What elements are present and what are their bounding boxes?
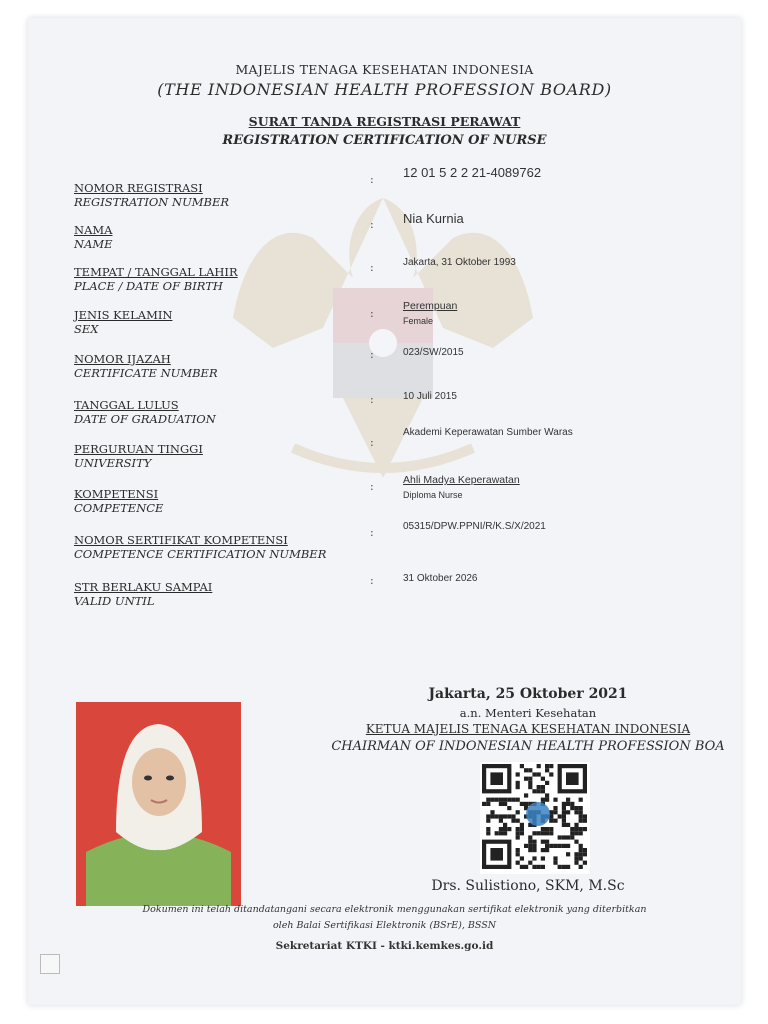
- document-title: SURAT TANDA REGISTRASI PERAWAT: [248, 114, 521, 129]
- field-label-en: VALID UNTIL: [74, 594, 155, 608]
- e-sign-note-1: Dokumen ini telah ditandatangani secara elektronik menggunakan sertifikat elektronik yang diterbitkan: [142, 904, 647, 915]
- field-label-block: [74, 308, 172, 336]
- field-label: PERGURUAN TINGGI: [74, 442, 203, 456]
- field-label-block: [74, 181, 229, 209]
- field-value-block: [403, 516, 546, 534]
- field-separator: :: [370, 348, 374, 361]
- document-title-en: REGISTRATION CERTIFICATION OF NURSE: [222, 133, 547, 148]
- field-value: Ahli Madya Keperawatan: [403, 474, 520, 486]
- field-separator: :: [370, 480, 374, 493]
- signer-office: KETUA MAJELIS TENAGA KESEHATAN INDONESIA: [365, 722, 691, 736]
- field-label-en: DATE OF GRADUATION: [74, 412, 216, 426]
- field-value: 023/SW/2015: [403, 347, 464, 358]
- field-value-block: [403, 252, 516, 270]
- field-label-en: REGISTRATION NUMBER: [74, 195, 230, 209]
- field-label: NOMOR REGISTRASI: [74, 181, 203, 195]
- field-label-en: UNIVERSITY: [74, 456, 152, 470]
- field-value-en: Female: [403, 316, 434, 326]
- field-label-block: [74, 533, 326, 561]
- field-label-block: [74, 265, 238, 293]
- field-label: TANGGAL LULUS: [74, 398, 179, 412]
- field-separator: :: [370, 526, 374, 539]
- garuda-emblem-watermark: [203, 178, 563, 508]
- secretariat-footer: Sekretariat KTKI - ktki.kemkes.go.id: [275, 940, 494, 952]
- field-value: 05315/DPW.PPNI/R/K.S/X/2021: [403, 521, 546, 532]
- field-separator: :: [370, 173, 374, 186]
- field-label-block: [74, 580, 212, 608]
- field-label: TEMPAT / TANGGAL LAHIR: [74, 265, 238, 279]
- field-value-block: [403, 164, 541, 182]
- field-value-en: Diploma Nurse: [403, 490, 463, 500]
- field-separator: :: [370, 574, 374, 587]
- holder-photo: [76, 702, 241, 906]
- field-value: 12 01 5 2 2 21-4089762: [403, 165, 542, 180]
- field-separator: :: [370, 436, 374, 449]
- field-value-block: [403, 296, 457, 326]
- field-value-block: [403, 422, 573, 440]
- field-label: JENIS KELAMIN: [74, 308, 173, 322]
- field-label-en: COMPETENCE: [74, 501, 164, 515]
- field-label-block: [74, 487, 163, 515]
- field-label-en: CERTIFICATE NUMBER: [74, 366, 218, 380]
- field-value-block: [403, 342, 464, 360]
- field-separator: :: [370, 393, 374, 406]
- field-label: NOMOR SERTIFIKAT KOMPETENSI: [74, 533, 288, 547]
- field-label-block: [74, 223, 113, 251]
- field-value-block: [403, 470, 520, 500]
- on-behalf-text: a.n. Menteri Kesehatan: [459, 706, 597, 720]
- field-label: NOMOR IJAZAH: [74, 352, 171, 366]
- field-label-block: [74, 352, 218, 380]
- field-label: KOMPETENSI: [74, 487, 159, 501]
- field-label-block: [74, 398, 216, 426]
- board-name-en: (THE INDONESIAN HEALTH PROFESSION BOARD): [157, 80, 612, 99]
- field-label-en: NAME: [74, 237, 113, 251]
- board-name: MAJELIS TENAGA KESEHATAN INDONESIA: [235, 62, 534, 77]
- field-separator: :: [370, 218, 374, 231]
- field-value: Perempuan: [403, 300, 458, 312]
- field-value: Nia Kurnia: [403, 211, 464, 226]
- field-value-block: [403, 210, 464, 228]
- certificate-sheet: [28, 18, 741, 1005]
- field-value: 31 Oktober 2026: [403, 573, 478, 584]
- field-value: Jakarta, 31 Oktober 1993: [403, 257, 516, 268]
- checkbox-icon[interactable]: [40, 954, 60, 974]
- field-value: 10 Juli 2015: [403, 391, 457, 402]
- field-label: STR BERLAKU SAMPAI: [74, 580, 213, 594]
- field-label-en: COMPETENCE CERTIFICATION NUMBER: [74, 547, 327, 561]
- sign-place-date: Jakarta, 25 Oktober 2021: [428, 686, 628, 702]
- field-value-block: [403, 386, 457, 404]
- field-value-block: [403, 568, 478, 586]
- signer-name: Drs. Sulistiono, SKM, M.Sc: [431, 878, 625, 894]
- signer-office-en: CHAIRMAN OF INDONESIAN HEALTH PROFESSION BOA: [331, 739, 725, 754]
- qr-code: [480, 762, 590, 874]
- field-separator: :: [370, 307, 374, 320]
- field-label-block: [74, 442, 203, 470]
- field-label-en: PLACE / DATE OF BIRTH: [74, 279, 223, 293]
- field-separator: :: [370, 261, 374, 274]
- field-label: NAMA: [74, 223, 113, 237]
- field-label-en: SEX: [74, 322, 99, 336]
- field-value: Akademi Keperawatan Sumber Waras: [403, 427, 573, 438]
- e-sign-note-2: oleh Balai Sertifikasi Elektronik (BSrE), BSSN: [272, 920, 497, 931]
